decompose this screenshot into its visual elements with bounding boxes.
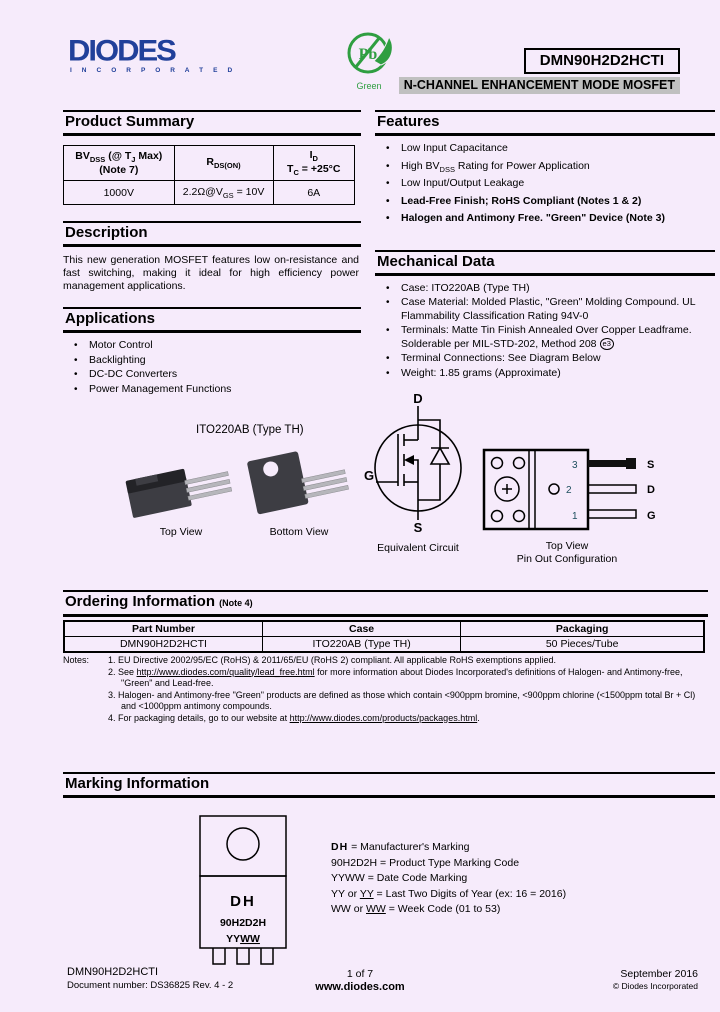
application-item: • Backlighting (63, 354, 361, 368)
terminal-d-label: D (413, 392, 423, 406)
brand-wordmark: DIODES (68, 33, 175, 68)
legend-line: YY or YY = Last Two Digits of Year (ex: 16 = 2016) (331, 887, 567, 900)
mechanical-item: • Case: ITO220AB (Type TH) (375, 282, 715, 296)
application-item: • Power Management Functions (63, 383, 361, 397)
package-bottom-view-image (244, 444, 354, 518)
description-text: This new generation MOSFET features low on-resistance and fast switching, making it ideal for high efficiency power management applications. (63, 254, 359, 293)
right-column (375, 110, 715, 397)
product-summary-heading: Product Summary (63, 110, 361, 136)
pinout-diagram (482, 448, 687, 565)
features-list (375, 142, 715, 229)
pb-free-badge-icon (343, 30, 395, 78)
pin-g-label: G (647, 510, 656, 522)
ordering-col-case: Case (262, 621, 460, 637)
marking-information-section (63, 772, 715, 962)
mechanical-item: • Weight: 1.85 grams (Approximate) (375, 367, 715, 381)
e3-symbol-icon: e3 (600, 338, 614, 351)
footer-date: September 2016 (620, 968, 698, 980)
feature-item: • High $BV_{DSS}$ Rating for Power Application (375, 160, 715, 177)
legend-line: YYWW = Date Code Marking (331, 872, 468, 884)
feature-item: • Low Input Capacitance (375, 142, 715, 159)
note-item: 3. Halogen- and Antimony-free "Green" products are defined as those which contain <900ppm bromine, <900ppm chlorine (<1500ppm total Br + Cl) and <1000ppm antimony compounds. (108, 689, 696, 711)
ordering-packaging-value: 50 Pieces/Tube (461, 637, 704, 653)
application-item: • DC-DC Converters (63, 368, 361, 382)
pb-green-label: Green (356, 81, 382, 91)
header-right-block (399, 48, 680, 94)
notes-label: Notes: (63, 655, 90, 665)
equivalent-circuit (360, 392, 476, 554)
pinout-caption: Top View Pin Out Configuration (516, 540, 618, 565)
footer-part-number: DMN90H2D2HCTI (67, 966, 159, 978)
pin-2-number: 2 (566, 485, 572, 496)
package-type-label: ITO220AB (Type TH) (196, 424, 304, 436)
package-top-view (122, 452, 240, 538)
product-summary-table (63, 145, 355, 205)
pin-3-number: 3 (572, 460, 578, 471)
feature-item: • Low Input/Output Leakage (375, 177, 715, 194)
mechanical-item: • Terminal Connections: See Diagram Below (375, 352, 715, 366)
left-column (63, 110, 361, 397)
footer-copyright: © Diodes Incorporated (612, 981, 698, 991)
application-item: • Motor Control (63, 339, 361, 353)
part-number-box: DMN90H2D2HCTI (524, 48, 680, 74)
ordering-information-heading: Ordering Information (Note 4) (63, 590, 708, 617)
mosfet-symbol-image (360, 392, 476, 534)
ordering-information-section (63, 590, 708, 653)
feature-item: • Lead-Free Finish; RoHS Compliant (Notes 1 & 2) (375, 195, 715, 212)
pb-free-green-icon (341, 30, 397, 91)
chip-type-code: 90H2D2H (219, 917, 267, 929)
legend-line: 90H2D2H = Product Type Marking Code (331, 856, 520, 869)
mechanical-data-list (375, 282, 715, 381)
legend-line: DH = Manufacturer's Marking (331, 841, 470, 853)
summary-data-row (64, 181, 355, 205)
ordering-header-row (64, 621, 704, 637)
ordering-col-part: Part Number (64, 621, 262, 637)
footer-website-link[interactable]: www.diodes.com (315, 981, 405, 993)
note-link[interactable]: http://www.diodes.com/quality/lead_free.html (136, 666, 315, 677)
ordering-part-value: DMN90H2D2HCTI (64, 637, 262, 653)
brand-incorporated-text: I N C O R P O R A T E D (70, 67, 237, 74)
package-bottom-view (243, 444, 355, 538)
footer-right (613, 968, 698, 991)
note-item: 2. See http://www.diodes.com/quality/lead_free.html for more information about Diodes Incorporated's definitions of Halogen- and Antimony-free, "Green" and Lead-free. (108, 666, 683, 688)
notes-section (63, 655, 711, 724)
marking-information-heading: Marking Information (63, 772, 715, 798)
footer-document-number: Document number: DS36825 Rev. 4 - 2 (67, 980, 234, 991)
features-heading: Features (375, 110, 715, 136)
chip-date-code: YYWW (226, 933, 260, 945)
marking-diagram-image (185, 814, 301, 966)
mechanical-data-heading: Mechanical Data (375, 250, 715, 276)
ordering-col-packaging: Packaging (461, 621, 704, 637)
summary-col-rdson: $R_{DS(ON)}$ (174, 146, 273, 181)
legend-line: WW or WW = Week Code (01 to 53) (331, 903, 501, 915)
terminal-g-label: G (363, 468, 375, 483)
diodes-logo (68, 33, 237, 74)
summary-bvdss-value: 1000V (64, 181, 175, 205)
ordering-case-value: ITO220AB (Type TH) (262, 637, 460, 653)
summary-header-row (64, 146, 355, 181)
marking-legend (331, 840, 566, 918)
chip-manufacturer-mark: DH (230, 893, 256, 910)
ordering-data-row (64, 637, 704, 653)
feature-item: • Halogen and Antimony Free. "Green" Device (Note 3) (375, 212, 715, 229)
top-view-caption: Top View (159, 526, 203, 538)
summary-col-bvdss: $BV_{DSS}$ (@ $T_J$ Max) (Note 7) (64, 146, 175, 181)
note-item: 1. EU Directive 2002/95/EC (RoHS) & 2011/65/EU (RoHS 2) compliant. All applicable RoHS exemptions applied. (108, 655, 557, 665)
note-item: 4. For packaging details, go to our website at http://www.diodes.com/products/packages.html. (108, 712, 480, 723)
mechanical-item: • Case Material: Molded Plastic, "Green" Molding Compound. UL Flammability Classification Rating 94V-0 (375, 296, 715, 323)
pinout-image (482, 448, 687, 532)
package-top-view-image (124, 452, 238, 518)
pin-1-number: 1 (572, 511, 578, 522)
notes-list (108, 655, 711, 724)
bottom-view-caption: Bottom View (269, 526, 329, 538)
pin-d-label: D (647, 484, 655, 496)
mechanical-item: • Terminals: Matte Tin Finish Annealed Over Copper Leadframe. Solderable per MIL-STD-202, Method 208 e3 (375, 324, 715, 351)
footer-page-number: 1 of 7 (346, 968, 374, 980)
applications-list (63, 339, 361, 396)
note-link[interactable]: http://www.diodes.com/products/packages.html (289, 712, 478, 723)
content-columns (63, 110, 715, 397)
summary-rdson-value: $2.2\Omega@V_{GS} = 10V$ (174, 181, 273, 205)
pb-symbol-text: Pb (358, 46, 378, 63)
package-diagram-band (0, 392, 720, 587)
summary-id-value: 6A (273, 181, 354, 205)
equivalent-circuit-caption: Equivalent Circuit (377, 542, 459, 554)
description-heading: Description (63, 221, 361, 247)
terminal-s-label: S (413, 520, 423, 534)
device-subtitle: N-CHANNEL ENHANCEMENT MODE MOSFET (399, 77, 680, 94)
applications-heading: Applications (63, 307, 361, 333)
pin-s-label: S (647, 459, 655, 471)
ordering-table (63, 620, 705, 653)
summary-col-id: $I_D$ $T_C = +25^\circ C$ (273, 146, 354, 181)
